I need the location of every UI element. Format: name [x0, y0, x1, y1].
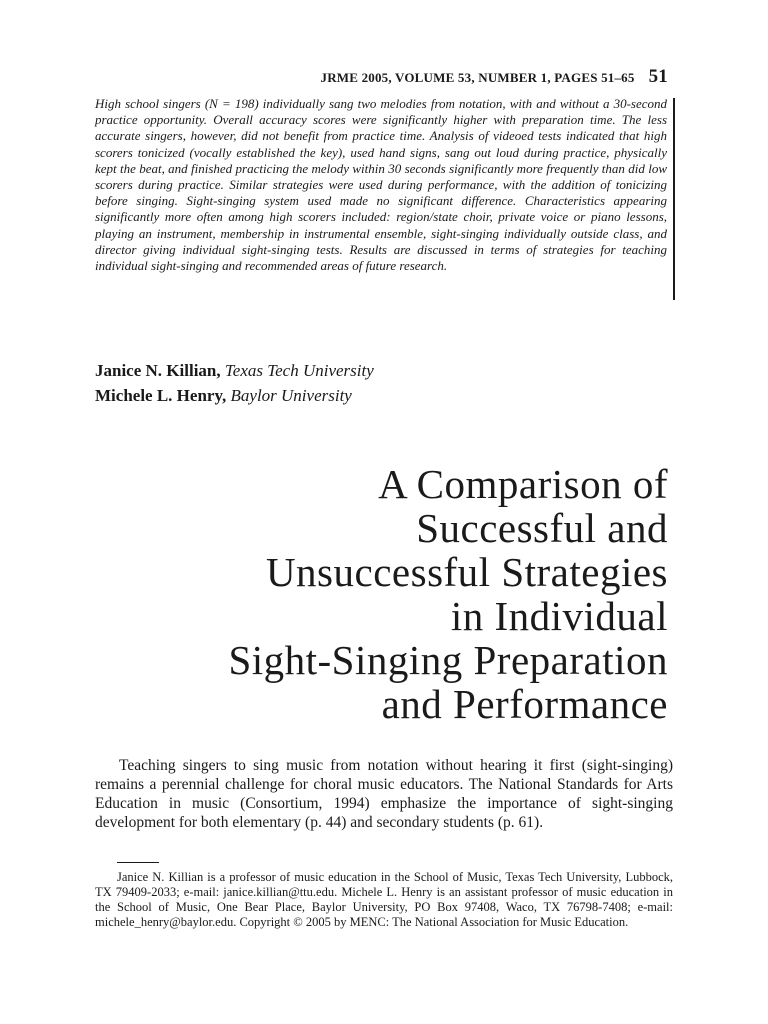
title-line: A Comparison of: [378, 461, 668, 507]
title-line: Successful and: [416, 505, 668, 551]
page-number: 51: [648, 66, 668, 87]
author-line: [95, 358, 374, 383]
journal-citation: JRME 2005, VOLUME 53, NUMBER 1, PAGES 51–65: [320, 70, 635, 85]
abstract: High school singers (N = 198) individually sang two melodies from notation, with and without a 30-second practice opportunity. Overall accuracy scores were significantly higher with preparation time. The less accurate singers, however, did not benefit from practice time. Analysis of videoed tests indicated that high scorers tonicized (vocally established the key), used hand signs, sang out loud during practice, physically kept the beat, and finished practicing the melody within 30 seconds significantly more frequently than did low scorers during practice. Similar strategies were used during performance, with the addition of tonicizing before singing. Sight-singing system used made no significant difference. Characteristics appearing significantly more often among high scorers included: region/state choir, private voice or piano lessons, playing an instrument, membership in instrumental ensemble, sight-singing individually outside class, and director giving individual sight-singing tests. Results are discussed in terms of strategies for teaching individual sight-singing and recommended areas of future research.: [95, 96, 667, 274]
title-line: Sight-Singing Preparation: [228, 637, 668, 683]
title-line: Unsuccessful Strategies: [265, 549, 668, 595]
abstract-side-rule: [673, 98, 675, 300]
author-affiliation: Texas Tech University: [224, 361, 374, 380]
author-list: [95, 358, 374, 408]
title-line: and Performance: [381, 681, 668, 727]
footnote-rule: [117, 862, 159, 863]
author-affiliation: Baylor University: [230, 386, 352, 405]
footnote-text: Janice N. Killian is a professor of music education in the School of Music, Texas Tech University, Lubbock, TX 79409-2033; e-mail: janice.killian@ttu.edu. Michele L. Henry is an assistant professor of music education in the School of Music, One Bear Place, Baylor University, PO Box 97408, Waco, TX 76798-7408; e-mail: michele_henry@baylor.edu. Copyright © 2005 by MENC: The National Association for Music Education.: [95, 870, 673, 929]
title-line: in Individual: [450, 593, 668, 639]
author-name: Michele L. Henry,: [95, 386, 227, 405]
running-header: [321, 66, 669, 88]
body-text: [95, 756, 673, 832]
article-title: [228, 462, 668, 726]
body-paragraph: Teaching singers to sing music from notation without hearing it first (sight-singing) remains a perennial challenge for choral music educators. The National Standards for Arts Education in music (Consortium, 1994) emphasize the importance of sight-singing development for both elementary (p. 44) and secondary students (p. 61).: [95, 757, 673, 831]
author-line: [95, 383, 374, 408]
footnote: [95, 870, 673, 930]
author-name: Janice N. Killian,: [95, 361, 221, 380]
